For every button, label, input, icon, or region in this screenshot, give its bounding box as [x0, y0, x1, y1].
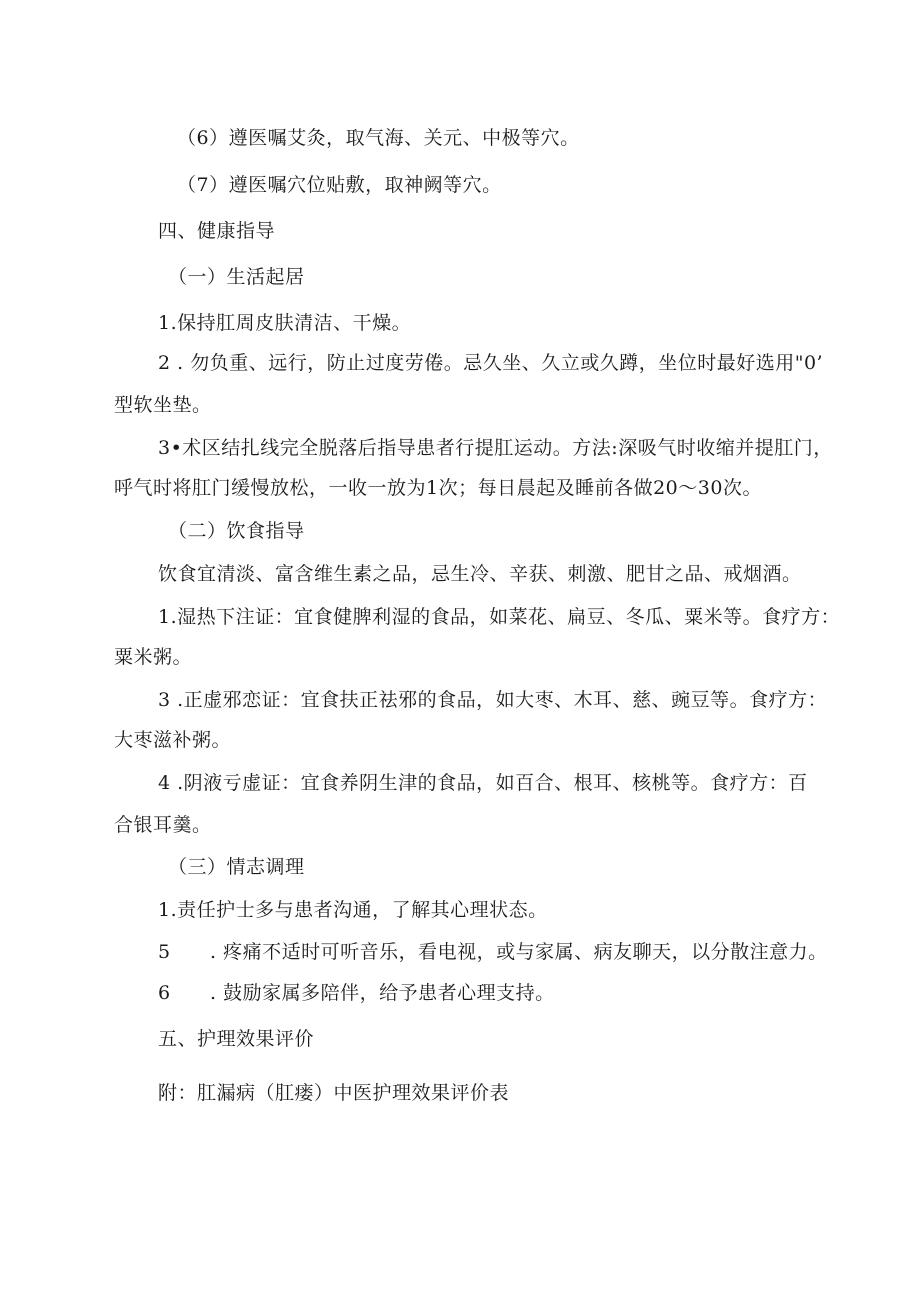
daily-living-item-2: 2 . 勿负重、远行，防止过度劳倦。忌久坐、久立或久蹲，坐位时最好选用"0’: [158, 352, 824, 374]
daily-living-item-2-continued: 型软坐垫。: [114, 394, 212, 416]
acupoint-patch-item: （7）遵医嘱穴位贴敷，取神阙等穴。: [177, 174, 502, 196]
diet-item-3-continued: 大枣滋补粥。: [114, 729, 232, 751]
diet-item-1-continued: 粟米粥。: [114, 646, 193, 668]
emotion-item-1: 1.责任护士多与患者沟通，了解其心理状态。: [158, 899, 548, 921]
emotion-item-5-text: . 疼痛不适时可听音乐，看电视，或与家属、病友聊天，以分散注意力。: [210, 941, 828, 963]
section-heading-evaluation: 五、护理效果评价: [158, 1028, 315, 1050]
diet-item-3: 3 .正虚邪恋证：宜食扶正祛邪的食品，如大枣、木耳、慈、豌豆等。食疗方：: [158, 689, 828, 711]
diet-item-4-continued: 合银耳羹。: [114, 814, 212, 836]
subsection-heading-emotion: （三）情志调理: [168, 856, 305, 878]
subsection-heading-diet: （二）饮食指导: [168, 520, 305, 542]
appendix-line: 附：肛漏病（肛瘘）中医护理效果评价表: [158, 1082, 510, 1104]
emotion-item-5-number: 5: [158, 941, 171, 963]
emotion-item-6-text: . 鼓励家属多陪伴，给予患者心理支持。: [210, 982, 555, 1004]
daily-living-item-3-continued: 呼气时将肛门缓慢放松，一收一放为1次；每日晨起及睡前各做20～30次。: [114, 477, 762, 499]
subsection-heading-daily-living: （一）生活起居: [168, 266, 305, 288]
diet-item-4: 4 .阴液亏虚证：宜食养阴生津的食品，如百合、根耳、核桃等。食疗方：百: [158, 772, 808, 794]
emotion-item-5: [158, 940, 828, 964]
emotion-item-6: [158, 981, 555, 1005]
daily-living-item-3: 3•术区结扎线完全脱落后指导患者行提肛运动。方法:深吸气时收缩并提肛门，: [158, 437, 833, 459]
diet-item-1: 1.湿热下注证：宜食健脾利湿的食品，如菜花、扁豆、冬瓜、粟米等。食疗方：: [158, 606, 841, 628]
section-heading-health-guidance: 四、健康指导: [158, 220, 276, 242]
diet-intro: 饮食宜清淡、富含维生素之品，忌生冷、辛获、刺激、肥甘之品、戒烟酒。: [158, 563, 802, 585]
daily-living-item-1: 1.保持肛周皮肤清洁、干燥。: [158, 312, 412, 334]
acupoint-moxibustion-item: （6）遵医嘱艾灸，取气海、关元、中极等穴。: [177, 127, 580, 149]
emotion-item-6-number: 6: [158, 982, 171, 1004]
